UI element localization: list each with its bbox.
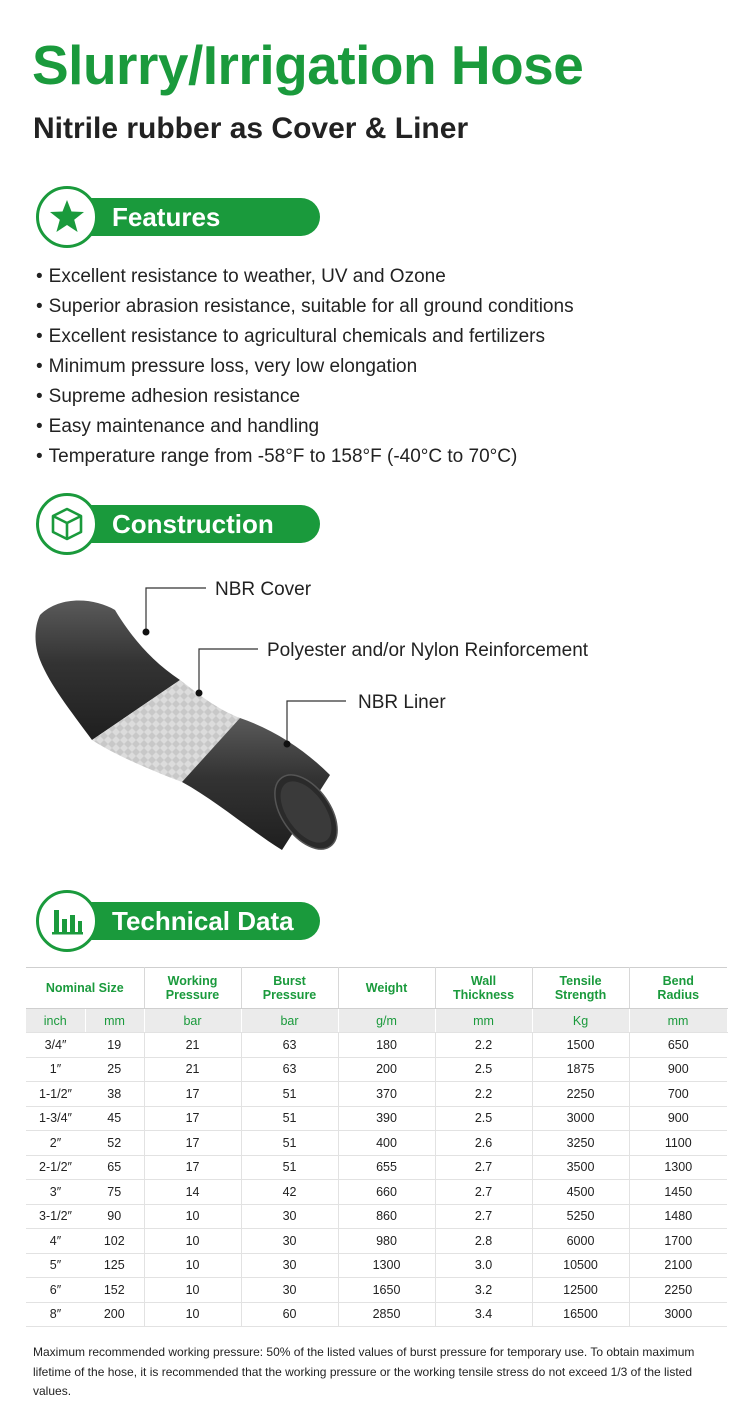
table-cell: 1-1/2″ — [26, 1082, 85, 1107]
table-cell: 90 — [85, 1204, 144, 1229]
table-cell: 10 — [144, 1278, 241, 1303]
table-cell: 30 — [241, 1229, 338, 1254]
table-cell: 370 — [338, 1082, 435, 1107]
table-cell: 17 — [144, 1155, 241, 1180]
table-cell: 860 — [338, 1204, 435, 1229]
table-cell: 3.0 — [435, 1253, 532, 1278]
unit-cell: inch — [26, 1009, 85, 1033]
unit-cell: bar — [144, 1009, 241, 1033]
table-cell: 10 — [144, 1204, 241, 1229]
table-row — [26, 1204, 727, 1229]
liner-leader-line — [287, 701, 346, 744]
table-cell: 2.7 — [435, 1180, 532, 1205]
unit-cell: g/m — [338, 1009, 435, 1033]
liner-label: NBR Liner — [358, 692, 446, 713]
table-cell: 8″ — [26, 1302, 85, 1327]
table-cell: 30 — [241, 1253, 338, 1278]
table-cell: 3500 — [532, 1155, 629, 1180]
table-cell: 2-1/2″ — [26, 1155, 85, 1180]
cube-icon — [36, 493, 98, 555]
table-cell: 900 — [629, 1057, 727, 1082]
feature-item: • Minimum pressure loss, very low elongation — [36, 352, 574, 382]
cover-leader-line — [146, 588, 206, 632]
table-cell: 12500 — [532, 1278, 629, 1303]
table-cell: 3000 — [532, 1106, 629, 1131]
table-cell: 51 — [241, 1082, 338, 1107]
table-row — [26, 1155, 727, 1180]
table-row — [26, 1033, 727, 1058]
table-row — [26, 1131, 727, 1156]
table-cell: 1650 — [338, 1278, 435, 1303]
table-cell: 63 — [241, 1033, 338, 1058]
table-cell: 650 — [629, 1033, 727, 1058]
table-row — [26, 1106, 727, 1131]
unit-cell: mm — [85, 1009, 144, 1033]
technical-data-table — [26, 967, 728, 1327]
table-cell: 19 — [85, 1033, 144, 1058]
reinforcement-label: Polyester and/or Nylon Reinforcement — [267, 640, 589, 661]
table-cell: 102 — [85, 1229, 144, 1254]
table-cell: 14 — [144, 1180, 241, 1205]
star-icon — [36, 186, 98, 248]
table-cell: 2250 — [532, 1082, 629, 1107]
table-cell: 42 — [241, 1180, 338, 1205]
table-cell: 63 — [241, 1057, 338, 1082]
bar-chart-icon — [36, 890, 98, 952]
table-cell: 200 — [338, 1057, 435, 1082]
table-cell: 3″ — [26, 1180, 85, 1205]
feature-item: • Superior abrasion resistance, suitable for all ground conditions — [36, 292, 574, 322]
table-cell: 1480 — [629, 1204, 727, 1229]
table-cell: 6000 — [532, 1229, 629, 1254]
table-cell: 3.4 — [435, 1302, 532, 1327]
table-cell: 45 — [85, 1106, 144, 1131]
table-cell: 75 — [85, 1180, 144, 1205]
table-cell: 17 — [144, 1131, 241, 1156]
table-cell: 1450 — [629, 1180, 727, 1205]
table-cell: 1700 — [629, 1229, 727, 1254]
table-cell: 3/4″ — [26, 1033, 85, 1058]
table-cell: 1-3/4″ — [26, 1106, 85, 1131]
table-cell: 51 — [241, 1131, 338, 1156]
construction-heading-label: Construction — [112, 509, 274, 539]
table-cell: 16500 — [532, 1302, 629, 1327]
page-title: Slurry/Irrigation Hose — [32, 34, 584, 96]
unit-cell: mm — [435, 1009, 532, 1033]
table-cell: 900 — [629, 1106, 727, 1131]
table-cell: 400 — [338, 1131, 435, 1156]
table-cell: 152 — [85, 1278, 144, 1303]
table-cell: 2250 — [629, 1278, 727, 1303]
feature-item: • Easy maintenance and handling — [36, 412, 574, 442]
technical-heading-label: Technical Data — [112, 906, 294, 936]
table-cell: 3-1/2″ — [26, 1204, 85, 1229]
table-cell: 2.5 — [435, 1057, 532, 1082]
table-cell: 125 — [85, 1253, 144, 1278]
table-cell: 660 — [338, 1180, 435, 1205]
table-cell: 1300 — [338, 1253, 435, 1278]
table-row — [26, 1057, 727, 1082]
table-cell: 2.6 — [435, 1131, 532, 1156]
table-cell: 10 — [144, 1302, 241, 1327]
unit-cell: bar — [241, 1009, 338, 1033]
features-list — [36, 262, 574, 472]
table-row — [26, 1082, 727, 1107]
table-row — [26, 1302, 727, 1327]
table-row — [26, 1278, 727, 1303]
features-heading-bar — [66, 198, 320, 236]
table-cell: 10500 — [532, 1253, 629, 1278]
table-cell: 3.2 — [435, 1278, 532, 1303]
table-row — [26, 1253, 727, 1278]
table-cell: 38 — [85, 1082, 144, 1107]
table-cell: 5250 — [532, 1204, 629, 1229]
table-cell: 25 — [85, 1057, 144, 1082]
table-cell: 60 — [241, 1302, 338, 1327]
cover-label: NBR Cover — [215, 579, 312, 600]
table-cell: 30 — [241, 1278, 338, 1303]
table-cell: 10 — [144, 1229, 241, 1254]
table-cell: 2850 — [338, 1302, 435, 1327]
table-cell: 1″ — [26, 1057, 85, 1082]
construction-heading — [36, 493, 326, 555]
feature-item: • Supreme adhesion resistance — [36, 382, 574, 412]
table-cell: 200 — [85, 1302, 144, 1327]
header-tensile-strength: Tensile Strength — [532, 968, 629, 1009]
header-weight: Weight — [338, 968, 435, 1009]
table-cell: 2100 — [629, 1253, 727, 1278]
table-cell: 21 — [144, 1057, 241, 1082]
table-cell: 2.8 — [435, 1229, 532, 1254]
table-cell: 2″ — [26, 1131, 85, 1156]
table-cell: 180 — [338, 1033, 435, 1058]
table-cell: 2.2 — [435, 1082, 532, 1107]
table-cell: 51 — [241, 1155, 338, 1180]
unit-cell: mm — [629, 1009, 727, 1033]
header-wall-thickness: Wall Thickness — [435, 968, 532, 1009]
table-cell: 700 — [629, 1082, 727, 1107]
table-cell: 1875 — [532, 1057, 629, 1082]
units-row — [26, 1009, 727, 1033]
table-cell: 65 — [85, 1155, 144, 1180]
header-burst-pressure: Burst Pressure — [241, 968, 338, 1009]
table-cell: 2.5 — [435, 1106, 532, 1131]
table-cell: 3250 — [532, 1131, 629, 1156]
hose-construction-diagram — [0, 560, 750, 890]
table-cell: 1300 — [629, 1155, 727, 1180]
table-cell: 30 — [241, 1204, 338, 1229]
table-cell: 390 — [338, 1106, 435, 1131]
technical-heading — [36, 890, 326, 952]
table-cell: 6″ — [26, 1278, 85, 1303]
table-cell: 17 — [144, 1082, 241, 1107]
table-cell: 17 — [144, 1106, 241, 1131]
header-bend-radius: Bend Radius — [629, 968, 727, 1009]
table-cell: 1500 — [532, 1033, 629, 1058]
table-header-row — [26, 968, 727, 1009]
feature-item: • Excellent resistance to agricultural chemicals and fertilizers — [36, 322, 574, 352]
features-heading-label: Features — [112, 202, 221, 232]
header-working-pressure: Working Pressure — [144, 968, 241, 1009]
reinforcement-leader-line — [199, 649, 258, 693]
table-cell: 980 — [338, 1229, 435, 1254]
table-cell: 2.7 — [435, 1155, 532, 1180]
table-cell: 4500 — [532, 1180, 629, 1205]
table-cell: 2.2 — [435, 1033, 532, 1058]
feature-item: • Excellent resistance to weather, UV and Ozone — [36, 262, 574, 292]
table-cell: 10 — [144, 1253, 241, 1278]
table-cell: 655 — [338, 1155, 435, 1180]
table-row — [26, 1180, 727, 1205]
features-heading — [36, 186, 326, 248]
table-cell: 2.7 — [435, 1204, 532, 1229]
table-cell: 5″ — [26, 1253, 85, 1278]
header-nominal-size: Nominal Size — [26, 968, 144, 1009]
feature-item: • Temperature range from -58°F to 158°F (-40°C to 70°C) — [36, 442, 574, 472]
technical-heading-bar — [66, 902, 320, 940]
unit-cell: Kg — [532, 1009, 629, 1033]
table-cell: 21 — [144, 1033, 241, 1058]
construction-heading-bar — [66, 505, 320, 543]
table-cell: 1100 — [629, 1131, 727, 1156]
table-cell: 4″ — [26, 1229, 85, 1254]
table-cell: 52 — [85, 1131, 144, 1156]
page-subtitle: Nitrile rubber as Cover & Liner — [33, 112, 469, 145]
table-row — [26, 1229, 727, 1254]
footnote: Maximum recommended working pressure: 50% of the listed values of burst pressure for temporary use. To obtain maximum lifetime of the hose, it is recommended that the working pressure or the working tensile stress do not exceed 1/3 of the listed values. — [33, 1345, 695, 1398]
table-cell: 51 — [241, 1106, 338, 1131]
table-cell: 3000 — [629, 1302, 727, 1327]
